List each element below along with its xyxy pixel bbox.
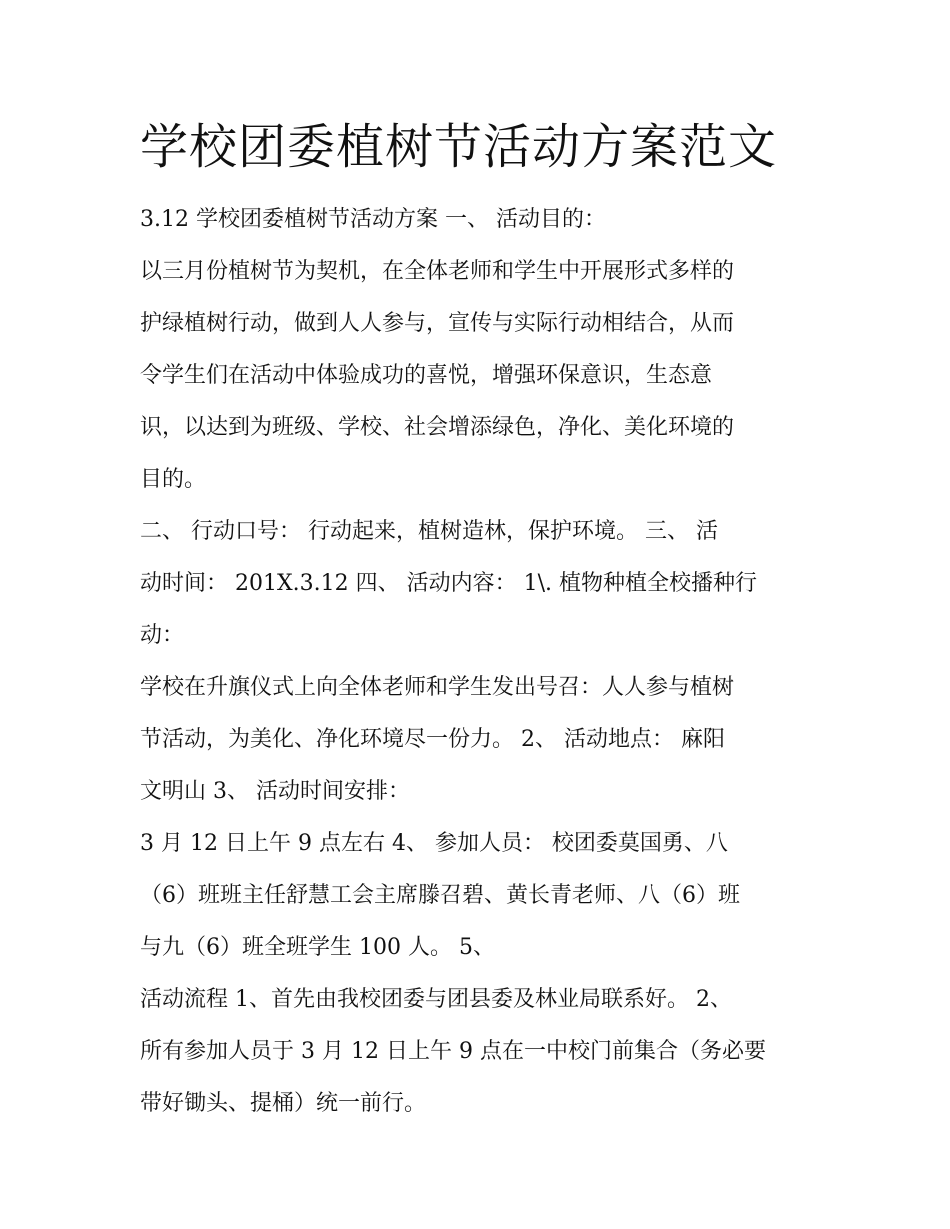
page-title: 学校团委植树节活动方案范文 <box>140 119 778 175</box>
body-line: 带好锄头、提桶）统一前行。 <box>140 1091 427 1116</box>
document-body <box>140 194 820 1130</box>
body-line: 学校在升旗仪式上向全体老师和学生发出号召：人人参与植树 <box>140 675 735 700</box>
body-line: 3 月 12 日上午 9 点左右 4、 参加人员： 校团委莫国勇、八 <box>140 831 728 856</box>
body-line: 所有参加人员于 3 月 12 日上午 9 点在一中校门前集合（务必要 <box>140 1039 766 1064</box>
body-line: （6）班班主任舒慧工会主席滕召碧、黄长青老师、八（6）班 <box>140 883 740 908</box>
body-line: 动： <box>140 623 185 648</box>
body-line: 活动流程 1、首先由我校团委与团县委及林业局联系好。 2、 <box>140 987 732 1012</box>
body-line: 节活动，为美化、净化环境尽一份力。 2、 活动地点： 麻阳 <box>140 727 725 752</box>
body-line: 动时间： 201X.3.12 四、 活动内容： 1\. 植物种植全校播种行 <box>140 571 758 596</box>
body-line: 护绿植树行动，做到人人参与，宣传与实际行动相结合，从而 <box>140 311 735 336</box>
body-line: 二、 行动口号： 行动起来，植树造林，保护环境。 三、 活 <box>140 519 718 544</box>
body-line: 识，以达到为班级、学校、社会增添绿色，净化、美化环境的 <box>140 415 735 440</box>
body-line: 以三月份植树节为契机，在全体老师和学生中开展形式多样的 <box>140 259 735 284</box>
body-line: 3.12 学校团委植树节活动方案 一、 活动目的： <box>140 207 606 232</box>
body-line: 与九（6）班全班学生 100 人。 5、 <box>140 935 495 960</box>
body-line: 文明山 3、 活动时间安排： <box>140 779 410 804</box>
body-line: 令学生们在活动中体验成功的喜悦，增强环保意识，生态意 <box>140 363 713 388</box>
body-line: 目的。 <box>140 467 207 492</box>
